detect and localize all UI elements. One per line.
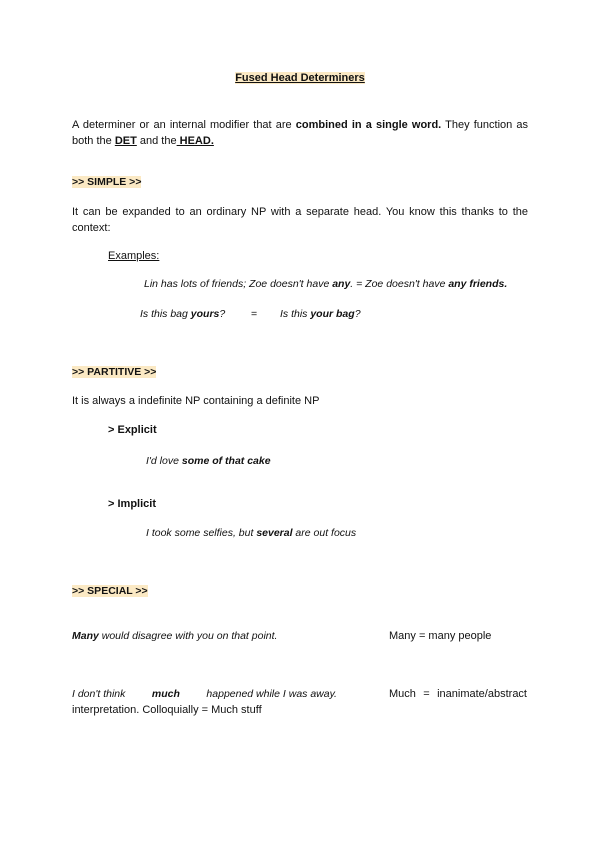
simple-example-1: Lin has lots of friends; Zoe doesn't have any. = Zoe doesn't have any friends. [144,278,508,290]
section-heading-simple: >> SIMPLE >> [72,176,142,188]
implicit-example: I took some selfies, but several are out focus [146,527,357,539]
special-example-2: I don't think much happened while I was away. [72,688,337,700]
explicit-label: > Explicit [108,424,157,436]
simple-example-2-rewrite: Is this your bag? [280,308,361,320]
implicit-label: > Implicit [108,498,156,510]
examples-label: Examples: [108,250,160,262]
special-example-2-continuation: interpretation. Colloquially = Much stuff [72,704,262,716]
special-example-1: Many would disagree with you on that point. [72,630,278,642]
equals-sign: = [251,308,258,320]
simple-description: It can be expanded to an ordinary NP with a separate head. You know this thanks to the context: [72,206,528,234]
section-heading-partitive: >> PARTITIVE >> [72,366,157,378]
special-example-1-note: Many = many people [389,630,492,642]
intro-paragraph: A determiner or an internal modifier that are combined in a single word. They function as both the DET and the HEAD. [72,119,528,147]
special-example-2-note: Much = inanimate/abstract [389,688,527,700]
partitive-description: It is always a indefinite NP containing a definite NP [72,395,320,407]
section-heading-special: >> SPECIAL >> [72,585,148,597]
simple-example-2: Is this bag yours? [140,308,226,320]
page-title: Fused Head Determiners [235,72,365,84]
explicit-example: I'd love some of that cake [146,455,271,467]
